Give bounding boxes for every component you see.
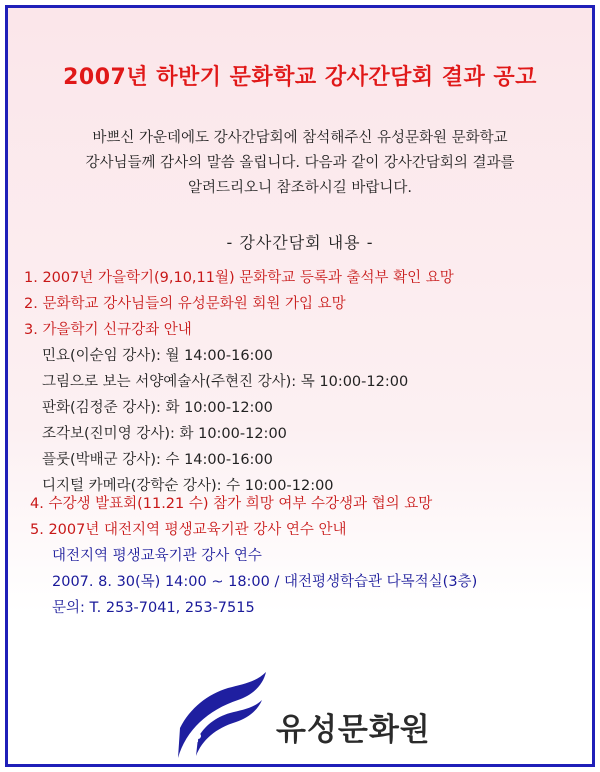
intro-line-2: 강사님들께 감사의 말씀 올립니다. 다음과 같이 강사간담회의 결과를 xyxy=(85,155,515,171)
course-item-1: 민요(이순임 강사): 월 14:00-16:00 xyxy=(42,348,273,364)
list-item-2: 2. 문화학교 강사님들의 유성문화원 회원 가입 요망 xyxy=(24,296,346,312)
course-item-4: 조각보(진미영 강사): 화 10:00-12:00 xyxy=(42,426,287,442)
list-item-1: 1. 2007년 가을학기(9,10,11월) 문화학교 등록과 출석부 확인 요망 xyxy=(24,270,454,286)
notice-title: 2007년 하반기 문화학교 강사간담회 결과 공고 xyxy=(63,65,537,90)
training-contact: 문의: T. 253-7041, 253-7515 xyxy=(52,600,255,616)
training-title: 대전지역 평생교육기관 강사 연수 xyxy=(52,548,262,564)
list-item-5: 5. 2007년 대전지역 평생교육기관 강사 연수 안내 xyxy=(30,522,347,538)
course-item-2: 그림으로 보는 서양예술사(주현진 강사): 목 10:00-12:00 xyxy=(42,374,409,390)
intro-line-3: 알려드리오니 참조하시길 바랍니다. xyxy=(188,180,412,196)
notice-frame xyxy=(5,5,595,767)
logo xyxy=(168,670,488,760)
training-date: 2007. 8. 30(목) 14:00 ~ 18:00 / 대전평생학습관 다목적실(3층) xyxy=(52,574,478,590)
course-item-6: 디지털 카메라(강학순 강사): 수 10:00-12:00 xyxy=(42,478,334,494)
list-item-4: 4. 수강생 발표회(11.21 수) 참가 희망 여부 수강생과 협의 요망 xyxy=(30,496,433,512)
logo-text: 유성문화원 xyxy=(276,712,431,747)
yuseong-emblem-icon xyxy=(168,670,268,760)
intro-paragraph xyxy=(8,126,592,201)
course-item-3: 판화(김정준 강사): 화 10:00-12:00 xyxy=(42,400,273,416)
course-item-5: 플룻(박배군 강사): 수 14:00-16:00 xyxy=(42,452,273,468)
list-item-3: 3. 가을학기 신규강좌 안내 xyxy=(24,322,192,338)
intro-line-1: 바쁘신 가운데에도 강사간담회에 참석해주신 유성문화원 문화학교 xyxy=(92,130,508,146)
section-heading: - 강사간담회 내용 - xyxy=(226,233,374,252)
